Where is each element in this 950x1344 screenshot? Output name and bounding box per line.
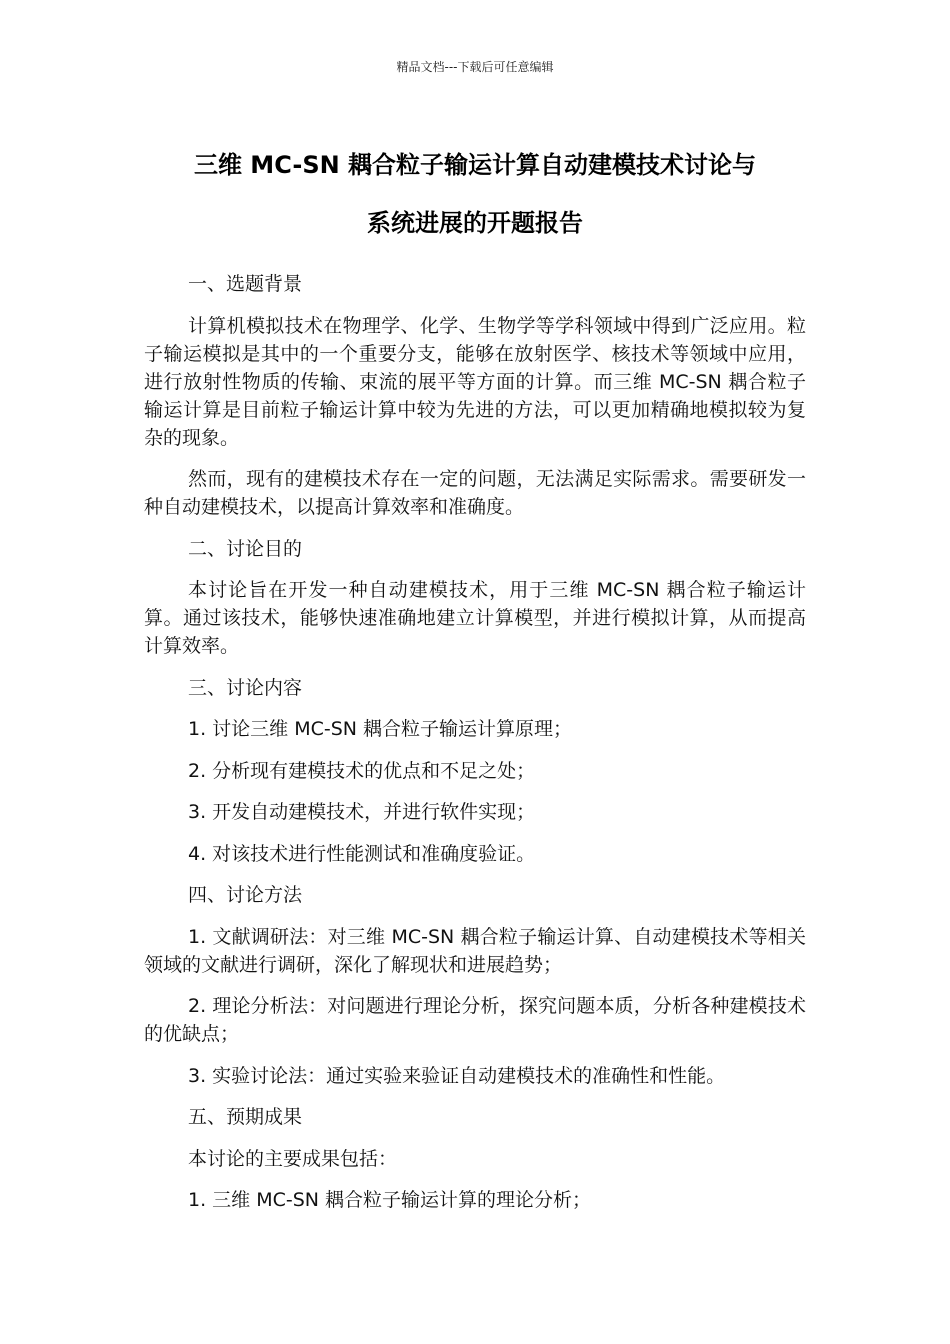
paragraph: 然而，现有的建模技术存在一定的问题，无法满足实际需求。需要研发一种自动建模技术，以提高计算效率和准确度。	[144, 468, 806, 518]
title-line-1: 三维 MC-SN 耦合粒子输运计算自动建模技术讨论与	[193, 151, 757, 179]
section-heading-content: 三、讨论内容	[188, 676, 303, 699]
list-item: 2. 理论分析法：对问题进行理论分析，探究问题本质，分析各种建模技术的优缺点；	[144, 995, 806, 1045]
document-title	[130, 136, 820, 252]
paragraph: 本讨论的主要成果包括：	[188, 1147, 398, 1170]
title-line-2: 系统进展的开题报告	[367, 209, 583, 237]
list-item: 2. 分析现有建模技术的优点和不足之处；	[188, 759, 536, 782]
section-heading-methods: 四、讨论方法	[188, 884, 303, 906]
list-item: 3. 开发自动建模技术，并进行软件实现；	[188, 801, 536, 823]
list-item: 1. 讨论三维 MC-SN 耦合粒子输运计算原理；	[188, 718, 573, 740]
list-item: 3. 实验讨论法：通过实验来验证自动建模技术的准确性和性能。	[188, 1064, 726, 1087]
paragraph: 本讨论旨在开发一种自动建模技术，用于三维 MC-SN 耦合粒子输运计算。通过该技术，能够快速准确地建立计算模型，并进行模拟计算，从而提高计算效率。	[144, 579, 806, 657]
paragraph: 计算机模拟技术在物理学、化学、生物学等学科领域中得到广泛应用。粒子输运模拟是其中的一个重要分支，能够在放射医学、核技术等领域中应用，进行放射性物质的传输、束流的展平等方面的计算。而三维 MC-SN 耦合粒子输运计算是目前粒子输运计算中较为先进的方法，可以更加精确地模拟较为复杂的现象。	[144, 314, 806, 449]
list-item: 1. 文献调研法：对三维 MC-SN 耦合粒子输运计算、自动建模技术等相关领域的文献进行调研，深化了解现状和进展趋势；	[144, 925, 806, 976]
section-heading-purpose: 二、讨论目的	[188, 537, 303, 560]
document-body	[144, 270, 806, 1228]
section-heading-outcomes: 五、预期成果	[188, 1106, 303, 1128]
list-item: 1. 三维 MC-SN 耦合粒子输运计算的理论分析；	[188, 1189, 592, 1211]
list-item: 4. 对该技术进行性能测试和准确度验证。	[188, 842, 536, 865]
section-heading-background: 一、选题背景	[188, 273, 303, 295]
page-header: 精品文档---下载后可任意编辑	[396, 60, 554, 74]
